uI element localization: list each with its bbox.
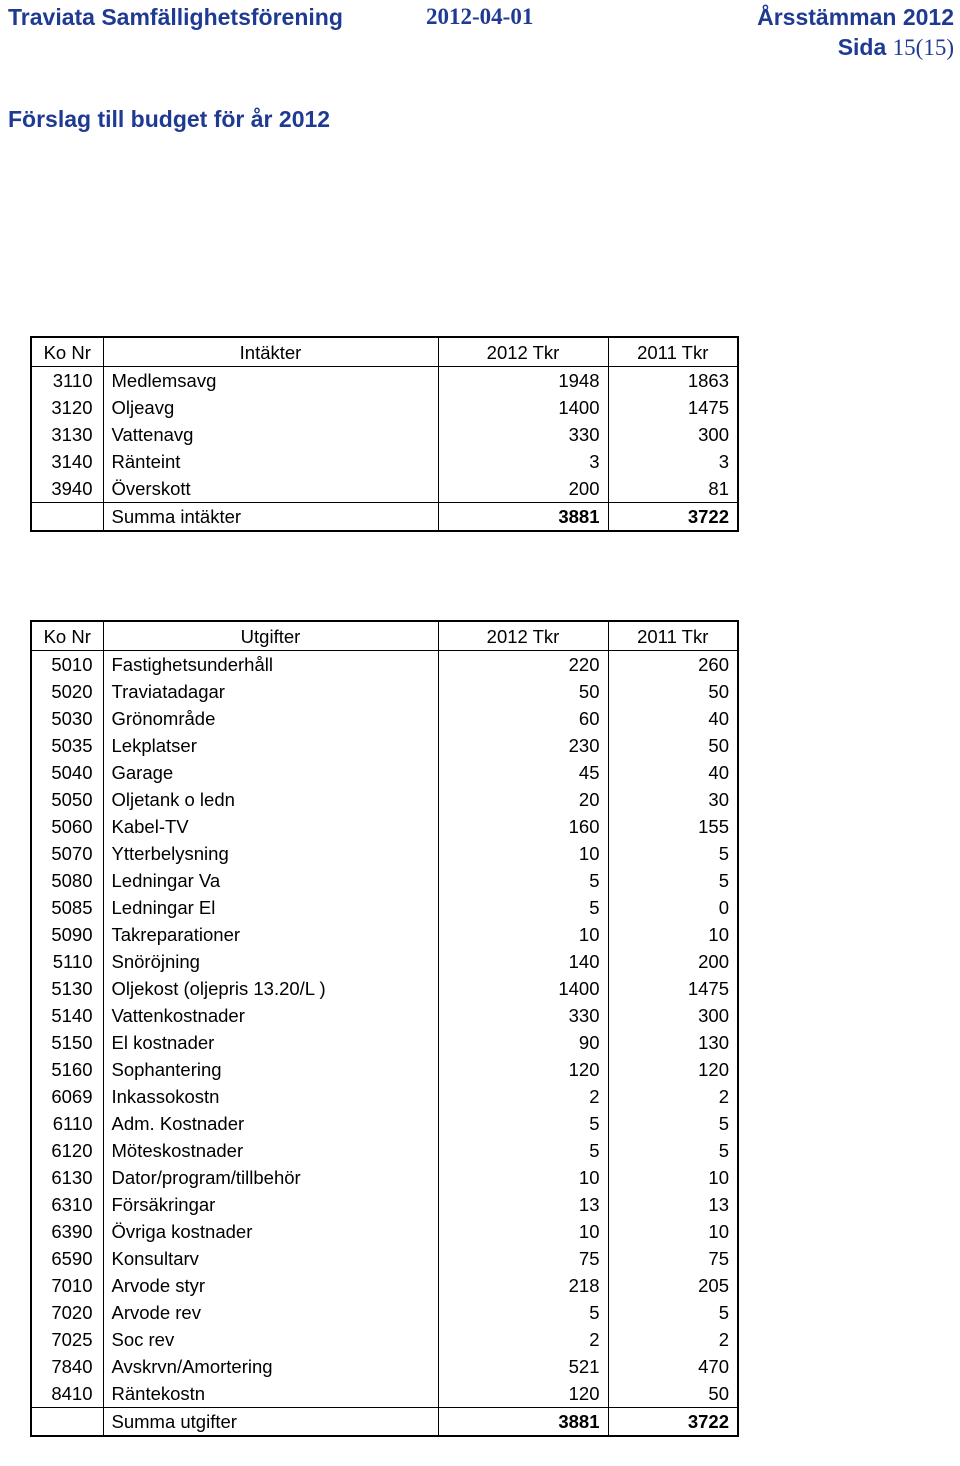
table-row: [31, 867, 738, 894]
amount-2011: 1863: [687, 370, 729, 391]
account-number: 5010: [31, 651, 103, 679]
account-number: 3140: [31, 448, 103, 475]
table-row: [31, 1029, 738, 1056]
amount-2011: 3722: [608, 1408, 738, 1437]
account-number: 5060: [31, 813, 103, 840]
amount-2012: 5: [438, 894, 608, 921]
account-number: 5085: [31, 894, 103, 921]
table-row: [31, 421, 738, 448]
amount-2012: 1400: [438, 394, 608, 421]
description: Oljetank o ledn: [103, 786, 438, 813]
account-number: 5130: [31, 975, 103, 1002]
amount-2011: 130: [698, 1032, 729, 1053]
account-number: 5050: [31, 786, 103, 813]
description: Ytterbelysning: [103, 840, 438, 867]
amount-2011: 3722: [608, 503, 738, 532]
table-row: [31, 367, 738, 395]
description: Takreparationer: [103, 921, 438, 948]
table-row: [31, 1245, 738, 1272]
page-label: Sida: [837, 34, 887, 60]
column-header-description: Utgifter: [103, 621, 438, 651]
description: Fastighetsunderhåll: [103, 651, 438, 679]
amount-2012: 218: [438, 1272, 608, 1299]
amount-2011: 5: [718, 870, 729, 891]
table-row: [31, 1326, 738, 1353]
table-row: [31, 1002, 738, 1029]
amount-2012: 45: [438, 759, 608, 786]
amount-2011: 200: [698, 951, 729, 972]
account-number: 6069: [31, 1083, 103, 1110]
table-row: [31, 786, 738, 813]
column-header-amount-2011: 2011 Tkr: [608, 337, 738, 367]
amount-2011: 5: [718, 1140, 729, 1161]
description: Dator/program/tillbehör: [103, 1164, 438, 1191]
amount-2011: 300: [698, 424, 729, 445]
table-row: [31, 448, 738, 475]
expense-table: [30, 620, 739, 1437]
column-header-description: Intäkter: [103, 337, 438, 367]
table-row: [31, 1083, 738, 1110]
description: Medlemsavg: [103, 367, 438, 395]
table-row: [31, 651, 738, 679]
amount-2012: 230: [438, 732, 608, 759]
account-number: 6110: [31, 1110, 103, 1137]
description: Oljeavg: [103, 394, 438, 421]
account-number: 5150: [31, 1029, 103, 1056]
account-number: 6590: [31, 1245, 103, 1272]
description: Soc rev: [103, 1326, 438, 1353]
meeting-name: Årsstämman 2012: [757, 4, 954, 30]
amount-2012: 521: [438, 1353, 608, 1380]
amount-2011: 2: [718, 1329, 729, 1350]
description: Räntekostn: [103, 1380, 438, 1408]
account-number: 5110: [31, 948, 103, 975]
amount-2012: 220: [438, 651, 608, 679]
header-row: [31, 621, 738, 651]
description: Summa utgifter: [103, 1408, 438, 1437]
income-table: [30, 336, 739, 532]
table-row: [31, 705, 738, 732]
table-row: [31, 1191, 738, 1218]
description: El kostnader: [103, 1029, 438, 1056]
account-number: 5090: [31, 921, 103, 948]
amount-2012: 140: [438, 948, 608, 975]
amount-2012: 1400: [438, 975, 608, 1002]
description: Inkassokostn: [103, 1083, 438, 1110]
account-number: 5140: [31, 1002, 103, 1029]
amount-2011: 260: [698, 654, 729, 675]
amount-2012: 330: [438, 421, 608, 448]
amount-2012: 60: [438, 705, 608, 732]
amount-2012: 10: [438, 921, 608, 948]
description: Traviatadagar: [103, 678, 438, 705]
account-number: 5020: [31, 678, 103, 705]
amount-2012: 5: [438, 867, 608, 894]
document-date: 2012-04-01: [426, 4, 534, 29]
amount-2011: 10: [708, 924, 729, 945]
column-header-amount-2011: 2011 Tkr: [608, 621, 738, 651]
table-row: [31, 394, 738, 421]
amount-2012: 3881: [438, 503, 608, 532]
document-title: Förslag till budget för år 2012: [8, 106, 331, 132]
amount-2011: 0: [718, 897, 729, 918]
description: Vattenavg: [103, 421, 438, 448]
account-number: 6130: [31, 1164, 103, 1191]
table-row: [31, 1110, 738, 1137]
account-number: 5030: [31, 705, 103, 732]
total-row: [31, 503, 738, 532]
description: Kabel-TV: [103, 813, 438, 840]
description: Försäkringar: [103, 1191, 438, 1218]
amount-2011: 300: [698, 1005, 729, 1026]
amount-2011: 30: [708, 789, 729, 810]
amount-2011: 50: [708, 681, 729, 702]
column-header-amount-2012: 2012 Tkr: [438, 337, 608, 367]
amount-2012: 13: [438, 1191, 608, 1218]
amount-2012: 50: [438, 678, 608, 705]
amount-2011: 5: [718, 843, 729, 864]
description: Ledningar Va: [103, 867, 438, 894]
description: Övriga kostnader: [103, 1218, 438, 1245]
account-number: 5070: [31, 840, 103, 867]
amount-2012: 120: [438, 1056, 608, 1083]
page-header: [8, 4, 954, 64]
account-number: 5040: [31, 759, 103, 786]
account-number: 6310: [31, 1191, 103, 1218]
description: Oljekost (oljepris 13.20/L ): [103, 975, 438, 1002]
amount-2011: 205: [698, 1275, 729, 1296]
table-row: [31, 1380, 738, 1408]
amount-2011: 5: [718, 1113, 729, 1134]
amount-2012: 3881: [438, 1408, 608, 1437]
amount-2011: 1475: [687, 978, 729, 999]
amount-2012: 10: [438, 840, 608, 867]
table-row: [31, 1137, 738, 1164]
account-number: 3120: [31, 394, 103, 421]
account-number: [31, 503, 103, 532]
amount-2011: 2: [718, 1086, 729, 1107]
amount-2012: 200: [438, 475, 608, 503]
page-indicator: [838, 34, 954, 61]
description: Garage: [103, 759, 438, 786]
amount-2012: 2: [438, 1083, 608, 1110]
account-number: [31, 1408, 103, 1437]
column-header-amount-2012: 2012 Tkr: [438, 621, 608, 651]
account-number: 7020: [31, 1299, 103, 1326]
account-number: 8410: [31, 1380, 103, 1408]
amount-2012: 1948: [438, 367, 608, 395]
header-row: [31, 337, 738, 367]
amount-2011: 120: [698, 1059, 729, 1080]
account-number: 7025: [31, 1326, 103, 1353]
description: Vattenkostnader: [103, 1002, 438, 1029]
amount-2011: 50: [708, 1383, 729, 1404]
table-row: [31, 921, 738, 948]
table-row: [31, 948, 738, 975]
account-number: 3940: [31, 475, 103, 503]
description: Summa intäkter: [103, 503, 438, 532]
table-row: [31, 1056, 738, 1083]
table-row: [31, 813, 738, 840]
amount-2012: 10: [438, 1164, 608, 1191]
amount-2012: 90: [438, 1029, 608, 1056]
amount-2011: 40: [708, 762, 729, 783]
description: Avskrvn/Amortering: [103, 1353, 438, 1380]
amount-2011: 470: [698, 1356, 729, 1377]
amount-2012: 5: [438, 1299, 608, 1326]
amount-2011: 40: [708, 708, 729, 729]
amount-2011: 81: [708, 478, 729, 499]
amount-2012: 75: [438, 1245, 608, 1272]
description: Lekplatser: [103, 732, 438, 759]
account-number: 7840: [31, 1353, 103, 1380]
table-row: [31, 1218, 738, 1245]
amount-2012: 330: [438, 1002, 608, 1029]
account-number: 7010: [31, 1272, 103, 1299]
amount-2012: 5: [438, 1137, 608, 1164]
description: Sophantering: [103, 1056, 438, 1083]
account-number: 3110: [31, 367, 103, 395]
table-row: [31, 1299, 738, 1326]
amount-2012: 3: [438, 448, 608, 475]
amount-2011: 50: [708, 735, 729, 756]
organization-name: Traviata Samfällighetsförening: [8, 4, 343, 30]
amount-2011: 5: [718, 1302, 729, 1323]
amount-2011: 13: [708, 1194, 729, 1215]
amount-2012: 20: [438, 786, 608, 813]
table-row: [31, 975, 738, 1002]
amount-2012: 10: [438, 1218, 608, 1245]
amount-2011: 155: [698, 816, 729, 837]
total-row: [31, 1408, 738, 1437]
description: Arvode rev: [103, 1299, 438, 1326]
amount-2011: 1475: [687, 397, 729, 418]
amount-2012: 5: [438, 1110, 608, 1137]
account-number: 5080: [31, 867, 103, 894]
description: Grönområde: [103, 705, 438, 732]
amount-2012: 120: [438, 1380, 608, 1408]
table-row: [31, 1164, 738, 1191]
account-number: 6120: [31, 1137, 103, 1164]
table-row: [31, 894, 738, 921]
amount-2012: 160: [438, 813, 608, 840]
description: Konsultarv: [103, 1245, 438, 1272]
table-row: [31, 475, 738, 503]
column-header-account-number: Ko Nr: [31, 337, 103, 367]
table-row: [31, 759, 738, 786]
table-row: [31, 732, 738, 759]
amount-2011: 10: [708, 1221, 729, 1242]
table-row: [31, 840, 738, 867]
description: Adm. Kostnader: [103, 1110, 438, 1137]
amount-2012: 2: [438, 1326, 608, 1353]
account-number: 3130: [31, 421, 103, 448]
description: Snöröjning: [103, 948, 438, 975]
amount-2011: 3: [718, 451, 729, 472]
amount-2011: 10: [708, 1167, 729, 1188]
account-number: 5160: [31, 1056, 103, 1083]
table-row: [31, 1272, 738, 1299]
table-row: [31, 1353, 738, 1380]
amount-2011: 75: [708, 1248, 729, 1269]
description: Överskott: [103, 475, 438, 503]
account-number: 5035: [31, 732, 103, 759]
description: Ränteint: [103, 448, 438, 475]
column-header-account-number: Ko Nr: [31, 621, 103, 651]
description: Möteskostnader: [103, 1137, 438, 1164]
account-number: 6390: [31, 1218, 103, 1245]
description: Ledningar El: [103, 894, 438, 921]
table-row: [31, 678, 738, 705]
page-number: 15(15): [892, 35, 954, 60]
description: Arvode styr: [103, 1272, 438, 1299]
